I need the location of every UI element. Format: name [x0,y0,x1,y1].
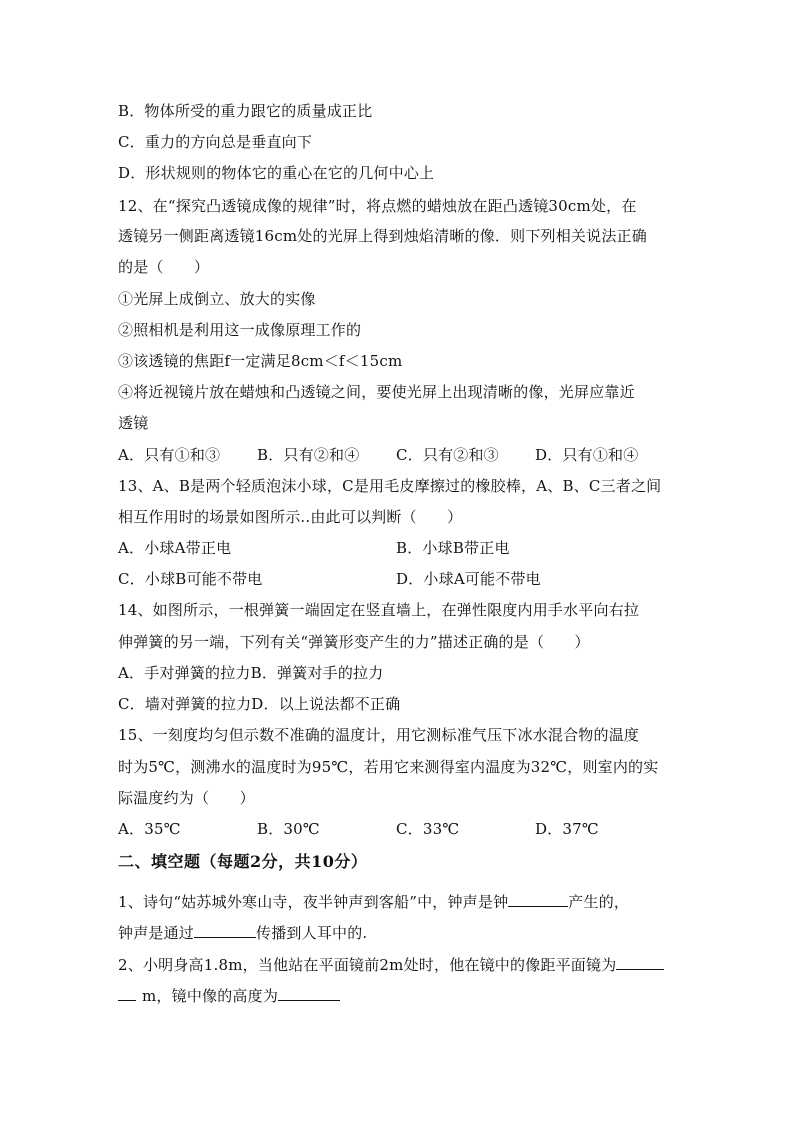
q12-stem-line-3: 的是（ ） [118,258,210,276]
q15-option-a: A．35℃ [118,820,181,838]
q15-stem-line-1: 15、一刻度均匀但示数不准确的温度计，用它测标准气压下冰水混合物的温度 [118,726,640,744]
q13-option-a: A．小球A带正电 [118,539,232,557]
q11-option-d: D．形状规则的物体它的重心在它的几何中心上 [118,164,435,182]
q12-statement-3: ③该透镜的焦距f一定满足8cm＜f＜15cm [118,352,403,370]
q12-option-a: A．只有①和③ [118,446,221,464]
q15-option-d: D．37℃ [535,820,599,838]
fill2-blank-1-start[interactable] [616,955,664,970]
q11-option-b: B．物体所受的重力跟它的质量成正比 [118,102,373,120]
q15-option-b: B．30℃ [257,820,320,838]
fill1-text-a: 1、诗句“姑苏城外寒山寺，夜半钟声到客船”中，钟声是钟 [118,893,509,911]
q14-stem-line-1: 14、如图所示，一根弹簧一端固定在竖直墙上，在弹性限度内用手水平向右拉 [118,601,640,619]
q15-stem-line-3: 际温度约为（ ） [118,789,255,807]
q12-statement-4-line-1: ④将近视镜片放在蜡烛和凸透镜之间，要使光屏上出现清晰的像，光屏应靠近 [118,383,635,401]
q14-stem-line-2: 伸弹簧的另一端，下列有关“弹簧形变产生的力”描述正确的是（ ） [118,633,590,651]
q14-options-ab: A．手对弹簧的拉力B．弹簧对手的拉力 [118,664,384,682]
fill-question-1-line-1 [118,892,629,912]
q12-stem-line-1: 12、在“探究凸透镜成像的规律”时，将点燃的蜡烛放在距凸透镜30cm处，在 [118,197,637,215]
q14-options-cd: C．墙对弹簧的拉力D．以上说法都不正确 [118,695,401,713]
q15-options [118,819,599,839]
fill2-text-a: 2、小明身高1.8m，当他站在平面镜前2m处时，他在镜中的像距平面镜为 [118,956,617,974]
fill1-blank-2[interactable] [194,923,256,938]
q12-option-c: C．只有②和③ [396,446,499,464]
q13-option-d: D．小球A可能不带电 [396,570,541,588]
fill-question-2-line-1 [118,955,664,975]
fill1-blank-1[interactable] [508,892,568,907]
fill2-blank-2[interactable] [278,986,340,1001]
q13-stem-line-1: 13、A、B是两个轻质泡沫小球，C是用毛皮摩擦过的橡胶棒，A、B、C三者之间 [118,477,662,495]
q15-stem-line-2: 时为5℃，测沸水的温度时为95℃，若用它来测得室内温度为32℃，则室内的实 [118,758,659,776]
q11-option-c: C．重力的方向总是垂直向下 [118,133,313,151]
q13-option-b: B．小球B带正电 [396,539,510,557]
q15-option-c: C．33℃ [396,820,460,838]
q12-options [118,445,638,465]
fill1-text-d: 传播到人耳中的. [256,924,368,942]
q12-statement-4-line-2: 透镜 [118,414,149,432]
fill2-blank-1-end[interactable] [118,986,136,1001]
q12-stem-line-2: 透镜另一侧距离透镜16cm处的光屏上得到烛焰清晰的像．则下列相关说法正确 [118,227,647,245]
fill-question-1-line-2 [118,923,367,943]
q12-option-b: B．只有②和④ [257,446,360,464]
q12-statement-1: ①光屏上成倒立、放大的实像 [118,290,316,308]
fill-question-2-line-2 [118,986,340,1006]
fill2-text-b: m，镜中像的高度为 [142,987,279,1005]
q13-option-c: C．小球B可能不带电 [118,570,263,588]
q13-stem-line-2: 相互作用时的场景如图所示..由此可以判断（ ） [118,508,463,526]
fill1-text-b: 产生的， [568,893,630,911]
q12-statement-2: ②照相机是利用这一成像原理工作的 [118,321,362,339]
section-heading: 二、填空题（每题2分，共10分） [118,852,368,871]
q12-option-d: D．只有①和④ [535,446,639,464]
fill1-text-c: 钟声是通过 [118,924,195,942]
